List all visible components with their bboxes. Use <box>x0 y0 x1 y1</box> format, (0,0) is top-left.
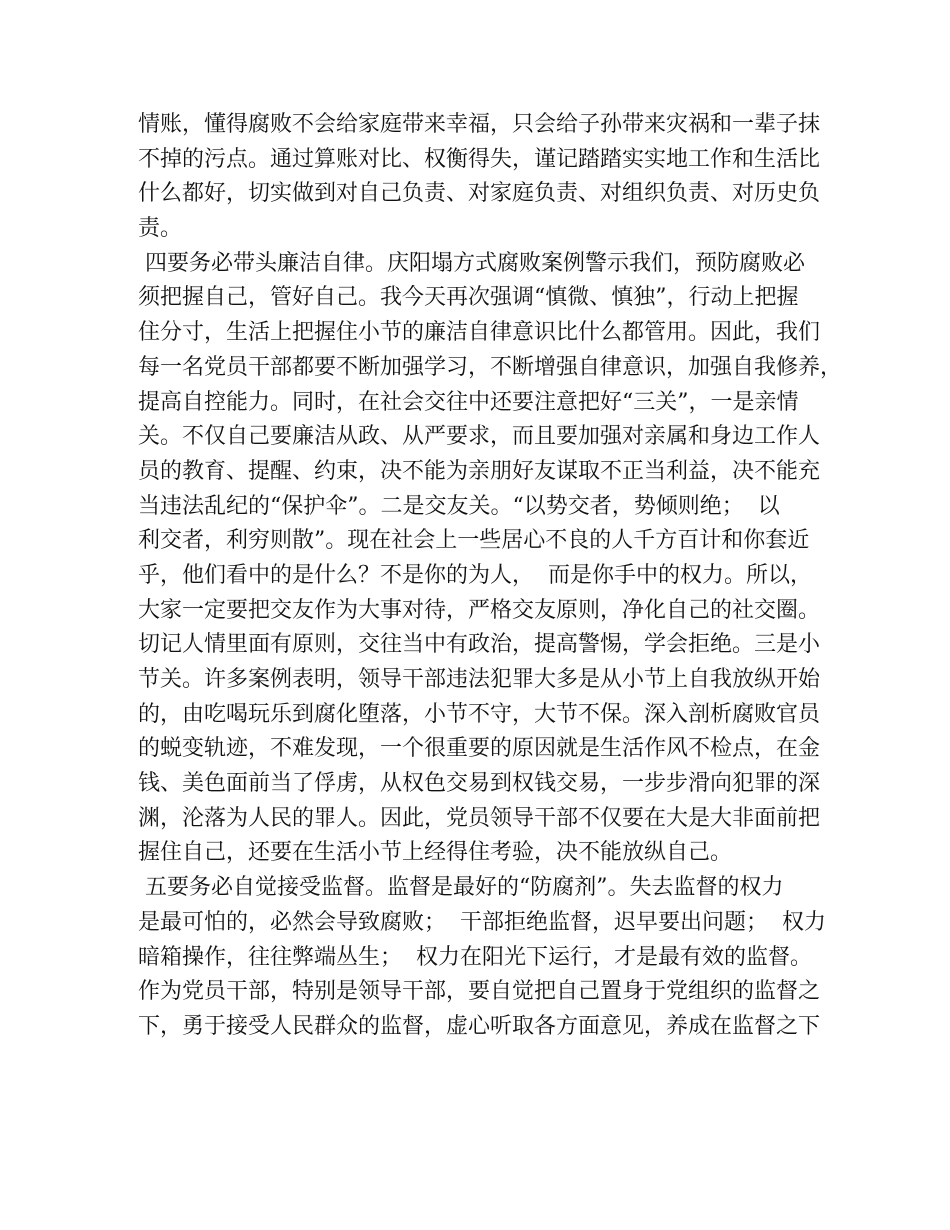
text-line: 当违法乱纪的“保护伞”。二是交友关。“以势交者，势倾则绝； 以 <box>138 493 780 519</box>
body-text <box>138 108 843 1045</box>
text-line: 的蜕变轨迹，不难发现，一个很重要的原因就是生活作风不检点，在金 <box>138 736 821 762</box>
text-line: 关。不仅自己要廉洁从政、从严要求，而且要加强对亲属和身边工作人 <box>138 424 821 450</box>
text-line: 切记人情里面有原则，交往当中有政治，提高警惕，学会拒绝。三是小 <box>138 632 821 658</box>
text-line: 钱、美色面前当了俘虏，从权色交易到权钱交易，一步步滑向犯罪的深 <box>138 771 821 797</box>
text-line: 握住自己，还要在生活小节上经得住考验，决不能放纵自己。 <box>138 840 733 866</box>
text-line: 利交者，利穷则散”。现在社会上一些居心不良的人千方百计和你套近 <box>138 528 810 554</box>
text-line: 节关。许多案例表明，领导干部违法犯罪大多是从小节上自我放纵开始 <box>138 667 821 692</box>
text-line: 须把握自己，管好自己。我今天再次强调“慎微、慎独”，行动上把握 <box>138 285 799 311</box>
text-line: 提高自控能力。同时，在社会交往中还要注意把好“三关”，一是亲情 <box>138 389 799 415</box>
text-line: 情账，懂得腐败不会给家庭带来幸福，只会给子孙带来灾祸和一辈子抹 <box>138 112 821 137</box>
text-line: 是最可怕的，必然会导致腐败； 干部拒绝监督，迟早要出问题； 权力 <box>138 909 826 935</box>
text-line: 员的教育、提醒、约束，决不能为亲朋好友谋取不正当利益，决不能充 <box>138 458 821 484</box>
text-line: 暗箱操作，往往弊端丛生； 权力在阳光下运行，才是最有效的监督。 <box>138 944 812 970</box>
text-line: 大家一定要把交友作为大事对待，严格交友原则，净化自己的社交圈。 <box>138 597 821 623</box>
text-line: 作为党员干部，特别是领导干部，要自觉把自己置身于党组织的监督之 <box>138 979 821 1005</box>
text-line: 什么都好，切实做到对自己负责、对家庭负责、对组织负责、对历史负 <box>138 181 821 207</box>
text-line: 下，勇于接受人民群众的监督，虚心听取各方面意见，养成在监督之下 <box>138 1013 821 1039</box>
text-line: 的，由吃喝玩乐到腐化堕落，小节不守，大节不保。深入剖析腐败官员 <box>138 701 821 727</box>
text-line: 四要务必带头廉洁自律。庆阳塌方式腐败案例警示我们，预防腐败必 <box>138 250 805 276</box>
text-line: 五要务必自觉接受监督。监督是最好的“防腐剂”。失去监督的权力 <box>138 875 784 901</box>
text-line: 责。 <box>138 216 183 242</box>
text-line: 住分寸，生活上把握住小节的廉洁自律意识比什么都管用。因此，我们 <box>138 320 821 346</box>
text-line: 每一名党员干部都要不断加强学习，不断增强自律意识，加强自我修养， <box>138 354 843 380</box>
text-line: 乎，他们看中的是什么？不是你的为人， 而是你手中的权力。所以， <box>138 562 812 588</box>
text-line: 渊，沦落为人民的罪人。因此，党员领导干部不仅要在大是大非面前把 <box>138 805 821 831</box>
text-line: 不掉的污点。通过算账对比、权衡得失，谨记踏踏实实地工作和生活比 <box>138 146 821 172</box>
